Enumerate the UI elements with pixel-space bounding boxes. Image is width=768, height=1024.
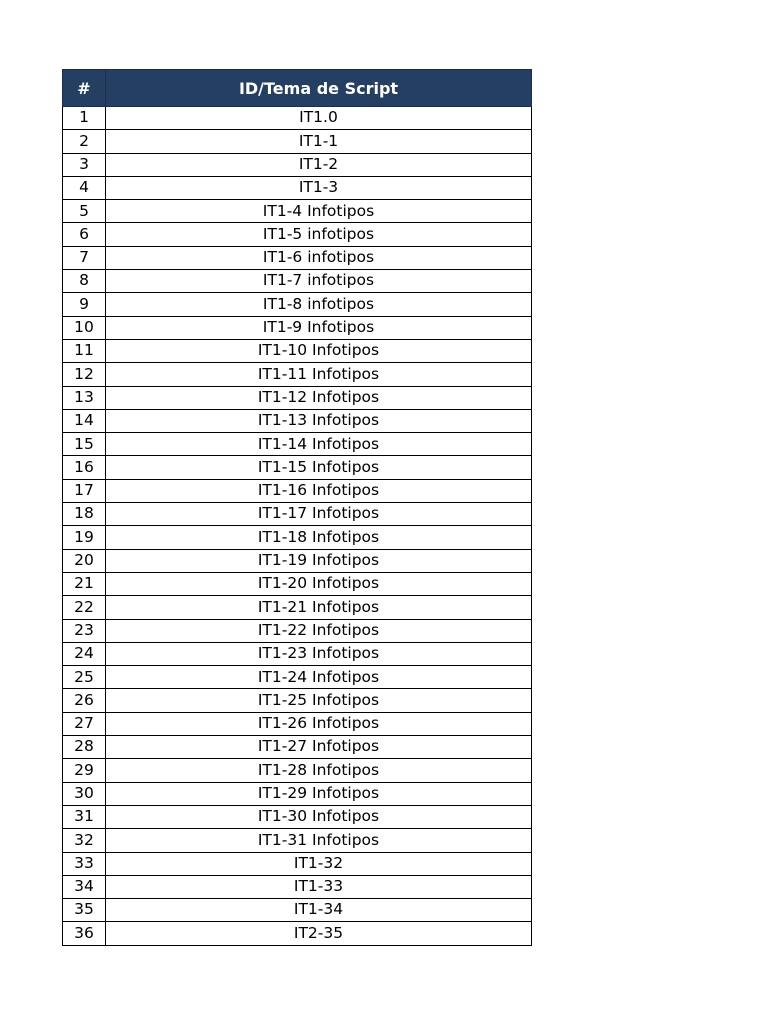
script-id-cell: IT1-34: [106, 899, 532, 922]
script-id-cell: IT1-14 Infotipos: [106, 433, 532, 456]
header-num: #: [63, 70, 106, 107]
table-row: [63, 386, 532, 409]
script-id-cell: IT1-13 Infotipos: [106, 409, 532, 432]
row-number-cell: 27: [63, 712, 106, 735]
table-row: [63, 875, 532, 898]
table-row: [63, 409, 532, 432]
table-row: [63, 572, 532, 595]
row-number-cell: 2: [63, 130, 106, 153]
row-number-cell: 11: [63, 339, 106, 362]
table-row: [63, 293, 532, 316]
row-number-cell: 30: [63, 782, 106, 805]
script-id-cell: IT1-18 Infotipos: [106, 526, 532, 549]
script-id-cell: IT1-1: [106, 130, 532, 153]
row-number-cell: 1: [63, 107, 106, 130]
row-number-cell: 28: [63, 736, 106, 759]
table-row: [63, 666, 532, 689]
header-row: [63, 70, 532, 107]
row-number-cell: 25: [63, 666, 106, 689]
script-id-cell: IT1-22 Infotipos: [106, 619, 532, 642]
script-id-cell: IT1-2: [106, 153, 532, 176]
table-row: [63, 316, 532, 339]
row-number-cell: 8: [63, 270, 106, 293]
row-number-cell: 13: [63, 386, 106, 409]
table-row: [63, 107, 532, 130]
script-id-cell: IT1-29 Infotipos: [106, 782, 532, 805]
table-row: [63, 176, 532, 199]
row-number-cell: 7: [63, 246, 106, 269]
table-body: [63, 107, 532, 946]
script-id-cell: IT1-27 Infotipos: [106, 736, 532, 759]
table-row: [63, 200, 532, 223]
script-id-cell: IT1-11 Infotipos: [106, 363, 532, 386]
table-row: [63, 829, 532, 852]
table-row: [63, 363, 532, 386]
table-row: [63, 596, 532, 619]
table-row: [63, 503, 532, 526]
row-number-cell: 16: [63, 456, 106, 479]
row-number-cell: 6: [63, 223, 106, 246]
row-number-cell: 18: [63, 503, 106, 526]
row-number-cell: 24: [63, 642, 106, 665]
script-id-cell: IT1-26 Infotipos: [106, 712, 532, 735]
row-number-cell: 12: [63, 363, 106, 386]
row-number-cell: 5: [63, 200, 106, 223]
script-id-cell: IT1-3: [106, 176, 532, 199]
table-header: [63, 70, 532, 107]
script-table: [62, 69, 532, 946]
table-row: [63, 805, 532, 828]
table-row: [63, 759, 532, 782]
row-number-cell: 14: [63, 409, 106, 432]
table-row: [63, 852, 532, 875]
script-id-cell: IT1-12 Infotipos: [106, 386, 532, 409]
row-number-cell: 34: [63, 875, 106, 898]
script-id-cell: IT1-8 infotipos: [106, 293, 532, 316]
row-number-cell: 23: [63, 619, 106, 642]
row-number-cell: 32: [63, 829, 106, 852]
script-id-cell: IT1-28 Infotipos: [106, 759, 532, 782]
table-row: [63, 782, 532, 805]
script-id-cell: IT1-10 Infotipos: [106, 339, 532, 362]
script-id-cell: IT2-35: [106, 922, 532, 945]
script-id-cell: IT1-16 Infotipos: [106, 479, 532, 502]
script-id-cell: IT1-15 Infotipos: [106, 456, 532, 479]
table-row: [63, 456, 532, 479]
script-id-cell: IT1-25 Infotipos: [106, 689, 532, 712]
row-number-cell: 26: [63, 689, 106, 712]
row-number-cell: 29: [63, 759, 106, 782]
row-number-cell: 4: [63, 176, 106, 199]
script-id-cell: IT1-21 Infotipos: [106, 596, 532, 619]
script-id-cell: IT1-17 Infotipos: [106, 503, 532, 526]
table-row: [63, 130, 532, 153]
table-row: [63, 153, 532, 176]
script-id-cell: IT1.0: [106, 107, 532, 130]
row-number-cell: 21: [63, 572, 106, 595]
row-number-cell: 3: [63, 153, 106, 176]
row-number-cell: 20: [63, 549, 106, 572]
script-id-cell: IT1-24 Infotipos: [106, 666, 532, 689]
table-row: [63, 479, 532, 502]
script-id-cell: IT1-23 Infotipos: [106, 642, 532, 665]
script-id-cell: IT1-30 Infotipos: [106, 805, 532, 828]
row-number-cell: 19: [63, 526, 106, 549]
row-number-cell: 35: [63, 899, 106, 922]
table-row: [63, 246, 532, 269]
table-row: [63, 642, 532, 665]
table-row: [63, 619, 532, 642]
table-row: [63, 433, 532, 456]
script-id-cell: IT1-4 Infotipos: [106, 200, 532, 223]
table-row: [63, 549, 532, 572]
script-id-cell: IT1-32: [106, 852, 532, 875]
table-row: [63, 922, 532, 945]
row-number-cell: 33: [63, 852, 106, 875]
script-id-cell: IT1-19 Infotipos: [106, 549, 532, 572]
table-row: [63, 526, 532, 549]
table-row: [63, 339, 532, 362]
table-row: [63, 899, 532, 922]
script-id-cell: IT1-6 infotipos: [106, 246, 532, 269]
table-row: [63, 736, 532, 759]
script-id-cell: IT1-9 Infotipos: [106, 316, 532, 339]
table-row: [63, 270, 532, 293]
row-number-cell: 9: [63, 293, 106, 316]
row-number-cell: 17: [63, 479, 106, 502]
row-number-cell: 15: [63, 433, 106, 456]
row-number-cell: 36: [63, 922, 106, 945]
script-id-cell: IT1-20 Infotipos: [106, 572, 532, 595]
row-number-cell: 31: [63, 805, 106, 828]
header-id: ID/Tema de Script: [106, 70, 532, 107]
table-row: [63, 223, 532, 246]
script-id-cell: IT1-31 Infotipos: [106, 829, 532, 852]
row-number-cell: 22: [63, 596, 106, 619]
script-id-cell: IT1-5 infotipos: [106, 223, 532, 246]
table-row: [63, 689, 532, 712]
script-id-cell: IT1-7 infotipos: [106, 270, 532, 293]
script-id-cell: IT1-33: [106, 875, 532, 898]
row-number-cell: 10: [63, 316, 106, 339]
table-row: [63, 712, 532, 735]
